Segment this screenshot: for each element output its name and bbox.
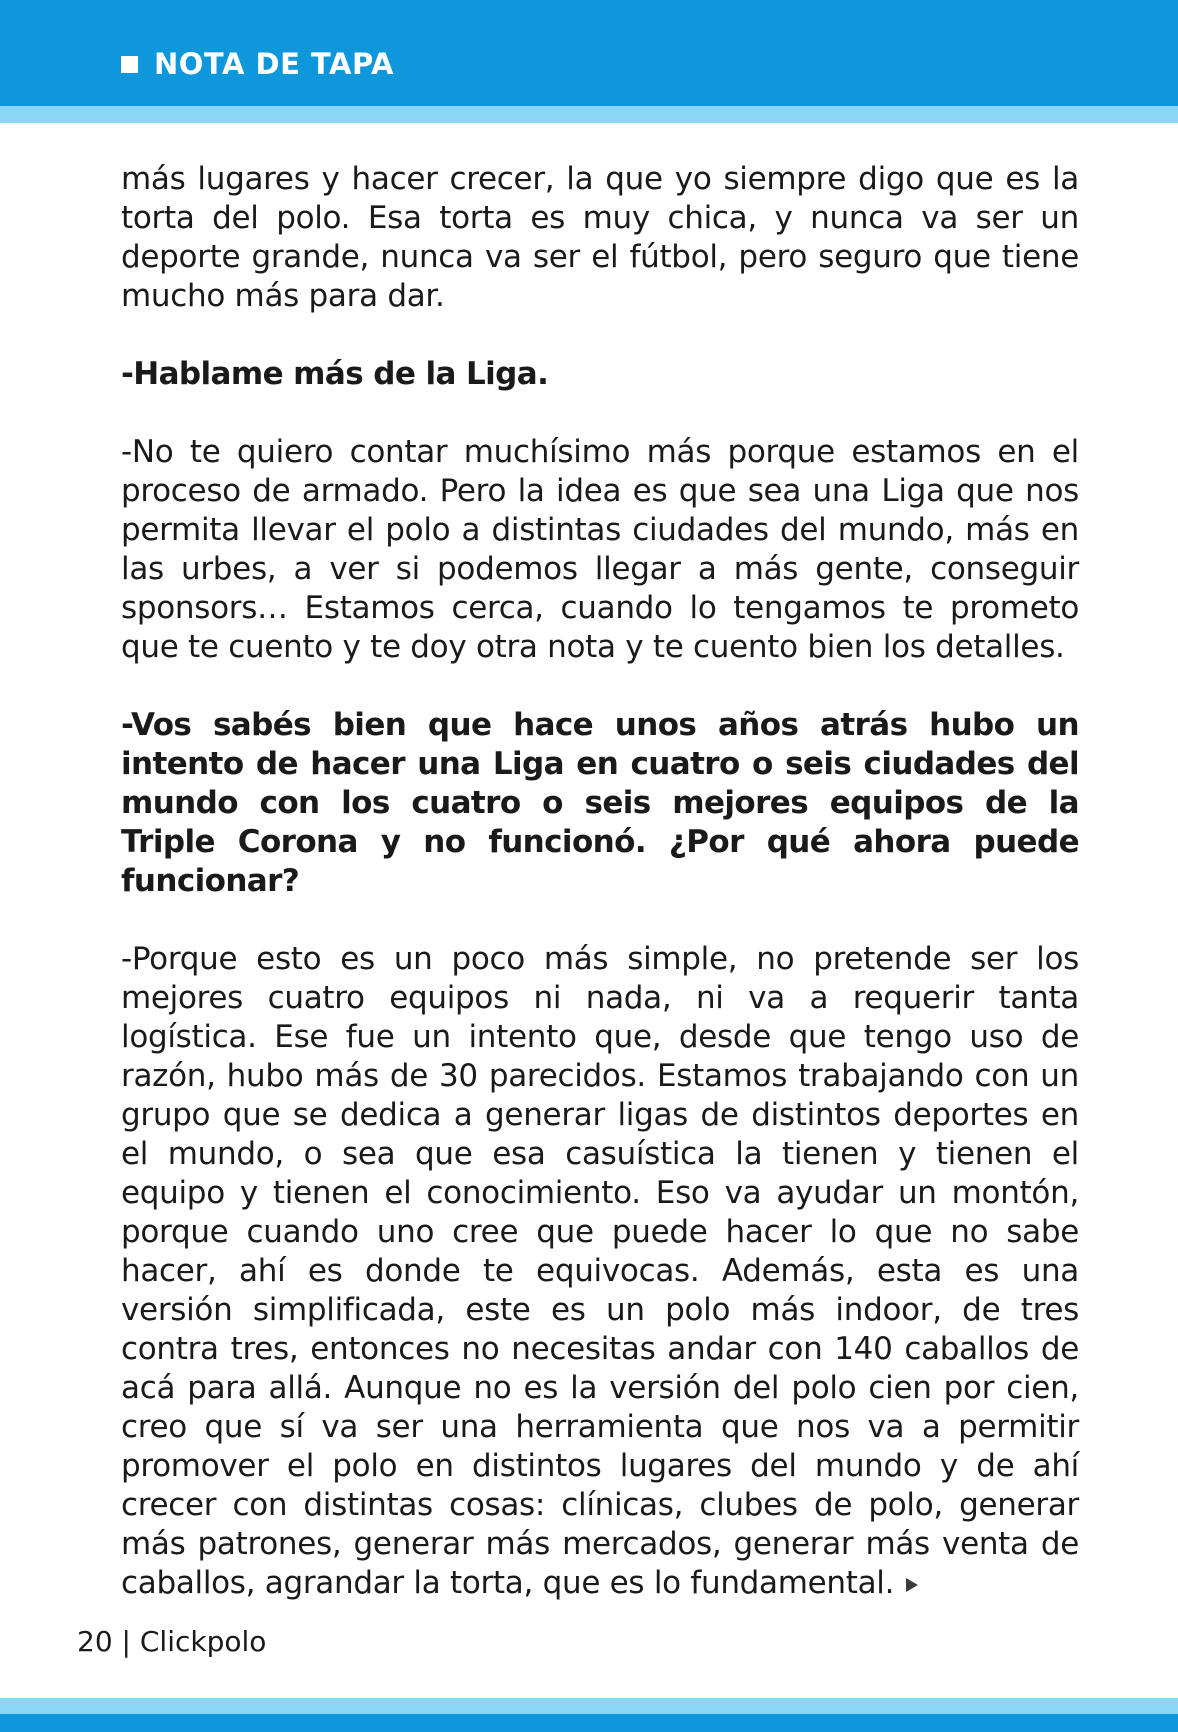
section-label-text: NOTA DE TAPA: [154, 47, 394, 81]
article-body: [121, 160, 1079, 1603]
answer-paragraph: más lugares y hacer crecer, la que yo siempre digo que es la torta del polo. Esa torta es muy chica, y nunca va ser un deporte grande, nunca va ser el fútbol, pero seguro que tiene mucho más para dar.: [121, 161, 1079, 314]
answer-text: -Porque esto es un poco más simple, no pretende ser los mejores cuatro equipos ni nada, ni va a requerir tanta logística. Ese fue un intento que, desde que tengo uso de razón, hubo más de 30 parecidos. Estamos trabajando con un grupo que se dedica a generar ligas de distintos deportes en el mundo, o sea que esa casuística la tienen y tienen el equipo y tienen el conocimiento. Eso va ayudar un montón, porque cuando uno cree que puede hacer lo que no sabe hacer, ahí es donde te equivocas. Además, esta es una versión simplificada, este es un polo más indoor, de tres contra tres, entonces no necesitas andar con 140 caballos de acá para allá. Aunque no es la versión del polo cien por cien, creo que sí va ser una herramienta que nos va a permitir promover el polo en distintos lugares del mundo y de ahí crecer con distintas cosas: clínicas, clubes de polo, generar más patrones, generar más mercados, generar más venta de caballos, agrandar la torta, que es lo fundamental.: [121, 941, 1079, 1601]
square-icon: [121, 56, 138, 73]
triangle-right-icon: [906, 1578, 918, 1592]
answer-paragraph: -No te quiero contar muchísimo más porque estamos en el proceso de armado. Pero la idea es que sea una Liga que nos permita llevar el polo a distintas ciudades del mundo, más en las urbes, a ver si podemos llegar a más gente, conseguir sponsors… Estamos cerca, cuando lo tengamos te prometo que te cuento y te doy otra nota y te cuento bien los detalles.: [121, 434, 1079, 665]
footer-bar: [0, 1714, 1178, 1732]
header-stripe: [0, 106, 1178, 123]
page-footer: 20 | Clickpolo: [77, 1625, 267, 1658]
question-paragraph: -Hablame más de la Liga.: [121, 356, 549, 392]
question-paragraph: -Vos sabés bien que hace unos años atrás hubo un intento de hacer una Liga en cuatro o seis ciudades del mundo con los cuatro o seis mejores equipos de la Triple Corona y no funcionó. ¿Por qué ahora puede funcionar?: [121, 707, 1079, 899]
footer-stripe: [0, 1698, 1178, 1714]
section-label: [121, 47, 394, 81]
answer-paragraph: [121, 940, 1079, 1603]
